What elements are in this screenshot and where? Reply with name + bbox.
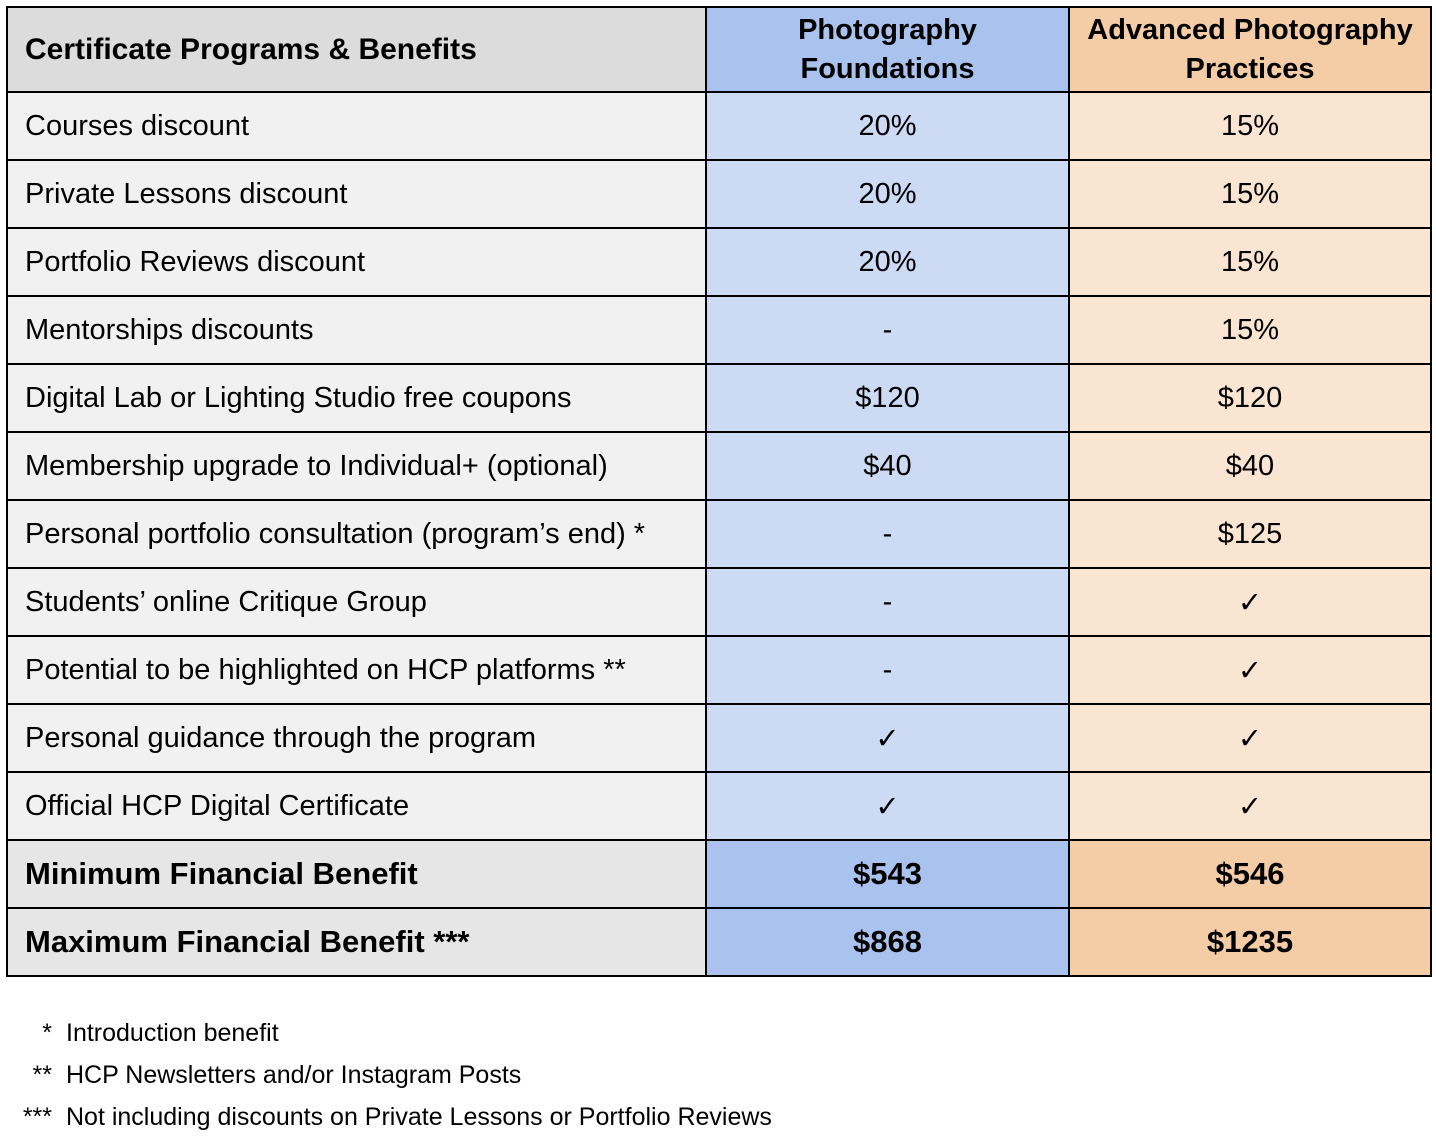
advanced-value: $40 <box>1069 432 1431 500</box>
foundations-total: $868 <box>706 908 1069 976</box>
foundations-checkmark-icon: ✓ <box>706 704 1069 772</box>
footnote-text: Introduction benefit <box>66 1019 279 1047</box>
foundations-total: $543 <box>706 840 1069 908</box>
advanced-total: $546 <box>1069 840 1431 908</box>
benefits-table <box>6 6 1432 977</box>
footnotes <box>0 1012 772 1138</box>
foundations-value: 20% <box>706 228 1069 296</box>
advanced-checkmark-icon: ✓ <box>1069 772 1431 840</box>
row-label: Personal guidance through the program <box>7 704 706 772</box>
table-header-row <box>7 7 1431 92</box>
foundations-value: 20% <box>706 160 1069 228</box>
footnote-text: HCP Newsletters and/or Instagram Posts <box>66 1061 522 1089</box>
foundations-value: $40 <box>706 432 1069 500</box>
footnote-mark: * <box>42 1019 52 1047</box>
foundations-value: 20% <box>706 92 1069 160</box>
header-photography-foundations <box>706 7 1069 92</box>
header-advanced-photography-practices <box>1069 7 1431 92</box>
header-foundations-line2: Foundations <box>800 52 975 85</box>
footnote <box>0 1012 279 1054</box>
total-row-minimum <box>7 840 1431 908</box>
advanced-value: 15% <box>1069 160 1431 228</box>
row-label: Personal portfolio consultation (program’s end) * <box>7 500 706 568</box>
row-label: Membership upgrade to Individual+ (optional) <box>7 432 706 500</box>
total-label: Maximum Financial Benefit *** <box>7 908 706 976</box>
table-row <box>7 296 1431 364</box>
header-advanced-line1: Advanced Photography <box>1087 13 1413 46</box>
advanced-value: 15% <box>1069 92 1431 160</box>
header-advanced-line2: Practices <box>1185 52 1315 85</box>
footnote <box>0 1096 772 1138</box>
row-label: Portfolio Reviews discount <box>7 228 706 296</box>
table-row <box>7 772 1431 840</box>
foundations-checkmark-icon: ✓ <box>706 772 1069 840</box>
advanced-checkmark-icon: ✓ <box>1069 568 1431 636</box>
footnote-text: Not including discounts on Private Lessons or Portfolio Reviews <box>66 1103 772 1131</box>
table-row <box>7 92 1431 160</box>
foundations-value: - <box>706 296 1069 364</box>
row-label: Mentorships discounts <box>7 296 706 364</box>
table-row <box>7 636 1431 704</box>
table-row <box>7 228 1431 296</box>
header-label: Certificate Programs & Benefits <box>7 7 706 92</box>
total-label: Minimum Financial Benefit <box>7 840 706 908</box>
advanced-value: 15% <box>1069 296 1431 364</box>
row-label: Official HCP Digital Certificate <box>7 772 706 840</box>
row-label: Potential to be highlighted on HCP platforms ** <box>7 636 706 704</box>
foundations-value: - <box>706 636 1069 704</box>
table-row <box>7 704 1431 772</box>
row-label: Private Lessons discount <box>7 160 706 228</box>
table-row <box>7 432 1431 500</box>
row-label: Digital Lab or Lighting Studio free coupons <box>7 364 706 432</box>
foundations-value: $120 <box>706 364 1069 432</box>
advanced-checkmark-icon: ✓ <box>1069 704 1431 772</box>
advanced-total: $1235 <box>1069 908 1431 976</box>
table-row <box>7 568 1431 636</box>
table-row <box>7 500 1431 568</box>
header-foundations-line1: Photography <box>798 13 977 46</box>
row-label: Courses discount <box>7 92 706 160</box>
foundations-value: - <box>706 500 1069 568</box>
footnote-mark: *** <box>22 1103 52 1131</box>
table-row <box>7 364 1431 432</box>
footnote-mark: ** <box>32 1061 52 1089</box>
advanced-value: 15% <box>1069 228 1431 296</box>
total-row-maximum <box>7 908 1431 976</box>
advanced-value: $125 <box>1069 500 1431 568</box>
advanced-checkmark-icon: ✓ <box>1069 636 1431 704</box>
foundations-value: - <box>706 568 1069 636</box>
row-label: Students’ online Critique Group <box>7 568 706 636</box>
footnote <box>0 1054 522 1096</box>
table-row <box>7 160 1431 228</box>
advanced-value: $120 <box>1069 364 1431 432</box>
